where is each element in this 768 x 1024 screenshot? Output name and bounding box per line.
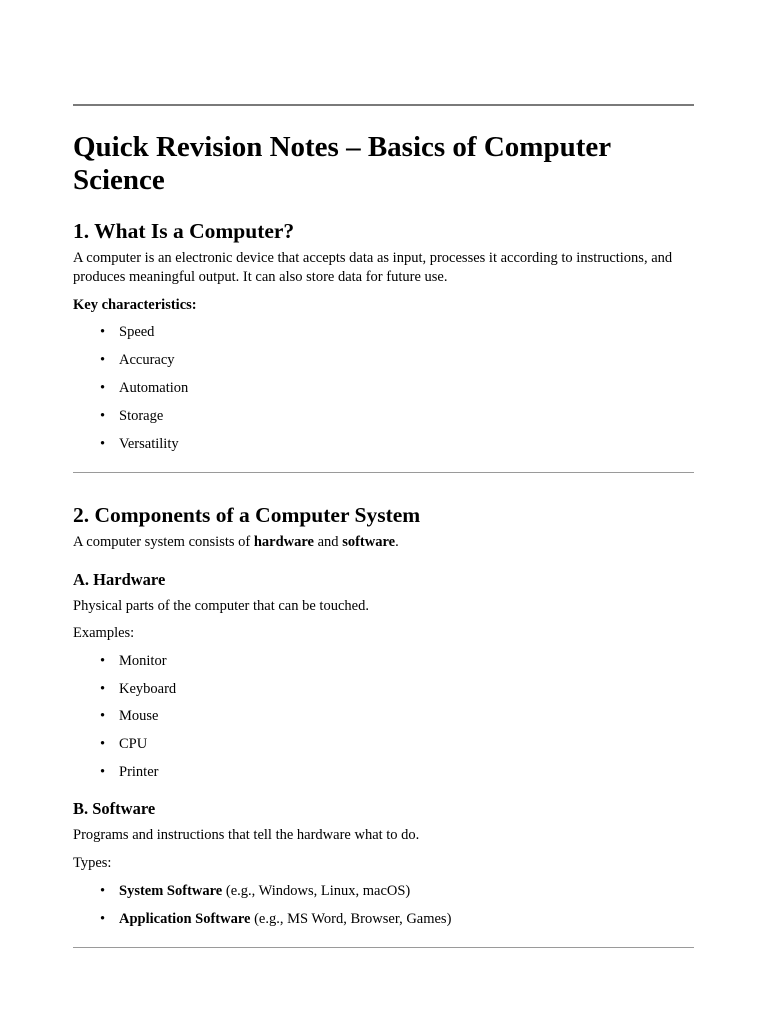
intro-text: A computer system consists of bbox=[73, 534, 254, 550]
list-item bbox=[100, 435, 179, 454]
bottom-divider bbox=[73, 947, 694, 948]
section-divider bbox=[73, 472, 694, 473]
list-item bbox=[100, 763, 159, 782]
software-type-examples: (e.g., MS Word, Browser, Games) bbox=[250, 911, 452, 927]
software-type-name: System Software bbox=[119, 883, 223, 899]
bullet-icon: • bbox=[100, 324, 106, 340]
bullet-icon: • bbox=[100, 380, 106, 396]
top-divider bbox=[73, 104, 694, 106]
key-characteristics-label-text: Key characteristics: bbox=[73, 297, 197, 313]
intro-text: and bbox=[314, 534, 343, 550]
key-characteristics-label bbox=[73, 296, 694, 315]
list-item-text: Monitor bbox=[119, 653, 167, 669]
software-type-examples: (e.g., Windows, Linux, macOS) bbox=[222, 883, 411, 899]
list-item-text: Mouse bbox=[119, 708, 159, 724]
list-item-text: Keyboard bbox=[119, 681, 177, 697]
list-item bbox=[100, 882, 411, 901]
list-item-text: Storage bbox=[119, 408, 164, 424]
hardware-examples-label: Examples: bbox=[73, 625, 135, 641]
list-item-text: Accuracy bbox=[119, 352, 175, 368]
bullet-icon: • bbox=[100, 436, 106, 452]
list-item bbox=[100, 910, 452, 929]
list-item bbox=[100, 379, 189, 398]
list-item bbox=[100, 735, 148, 754]
bullet-icon: • bbox=[100, 883, 106, 899]
hardware-description: Physical parts of the computer that can be touched. bbox=[73, 598, 369, 614]
list-item bbox=[100, 323, 155, 342]
bullet-icon: • bbox=[100, 681, 106, 697]
list-item-text: Automation bbox=[119, 380, 189, 396]
page-title: Quick Revision Notes – Basics of Computer Science bbox=[73, 131, 611, 196]
list-item-text: Versatility bbox=[119, 436, 179, 452]
bullet-icon: • bbox=[100, 408, 106, 424]
list-item bbox=[100, 680, 177, 699]
bullet-icon: • bbox=[100, 708, 106, 724]
section-2-intro bbox=[73, 533, 694, 552]
intro-bold-software: software bbox=[342, 534, 396, 550]
hardware-heading: A. Hardware bbox=[73, 570, 166, 589]
software-type-name: Application Software bbox=[119, 911, 251, 927]
list-item bbox=[100, 707, 159, 726]
bullet-icon: • bbox=[100, 653, 106, 669]
section-1-heading: 1. What Is a Computer? bbox=[73, 219, 295, 243]
intro-text: . bbox=[395, 534, 399, 550]
software-description: Programs and instructions that tell the hardware what to do. bbox=[73, 827, 420, 843]
bullet-icon: • bbox=[100, 352, 106, 368]
bullet-icon: • bbox=[100, 911, 106, 927]
intro-bold-hardware: hardware bbox=[253, 534, 314, 550]
list-item bbox=[100, 351, 175, 370]
bullet-icon: • bbox=[100, 736, 106, 752]
section-1-paragraph: A computer is an electronic device that accepts data as input, processes it according to instructions, and produces meaningful output. It can also store data for future use. bbox=[73, 250, 673, 285]
bullet-icon: • bbox=[100, 764, 106, 780]
list-item-text: Printer bbox=[119, 764, 159, 780]
list-item-text: CPU bbox=[119, 736, 148, 752]
section-2-heading: 2. Components of a Computer System bbox=[73, 503, 421, 527]
list-item-text: Speed bbox=[119, 324, 155, 340]
software-types-label: Types: bbox=[73, 855, 112, 871]
list-item bbox=[100, 652, 167, 671]
list-item bbox=[100, 407, 164, 426]
software-heading: B. Software bbox=[73, 799, 156, 818]
